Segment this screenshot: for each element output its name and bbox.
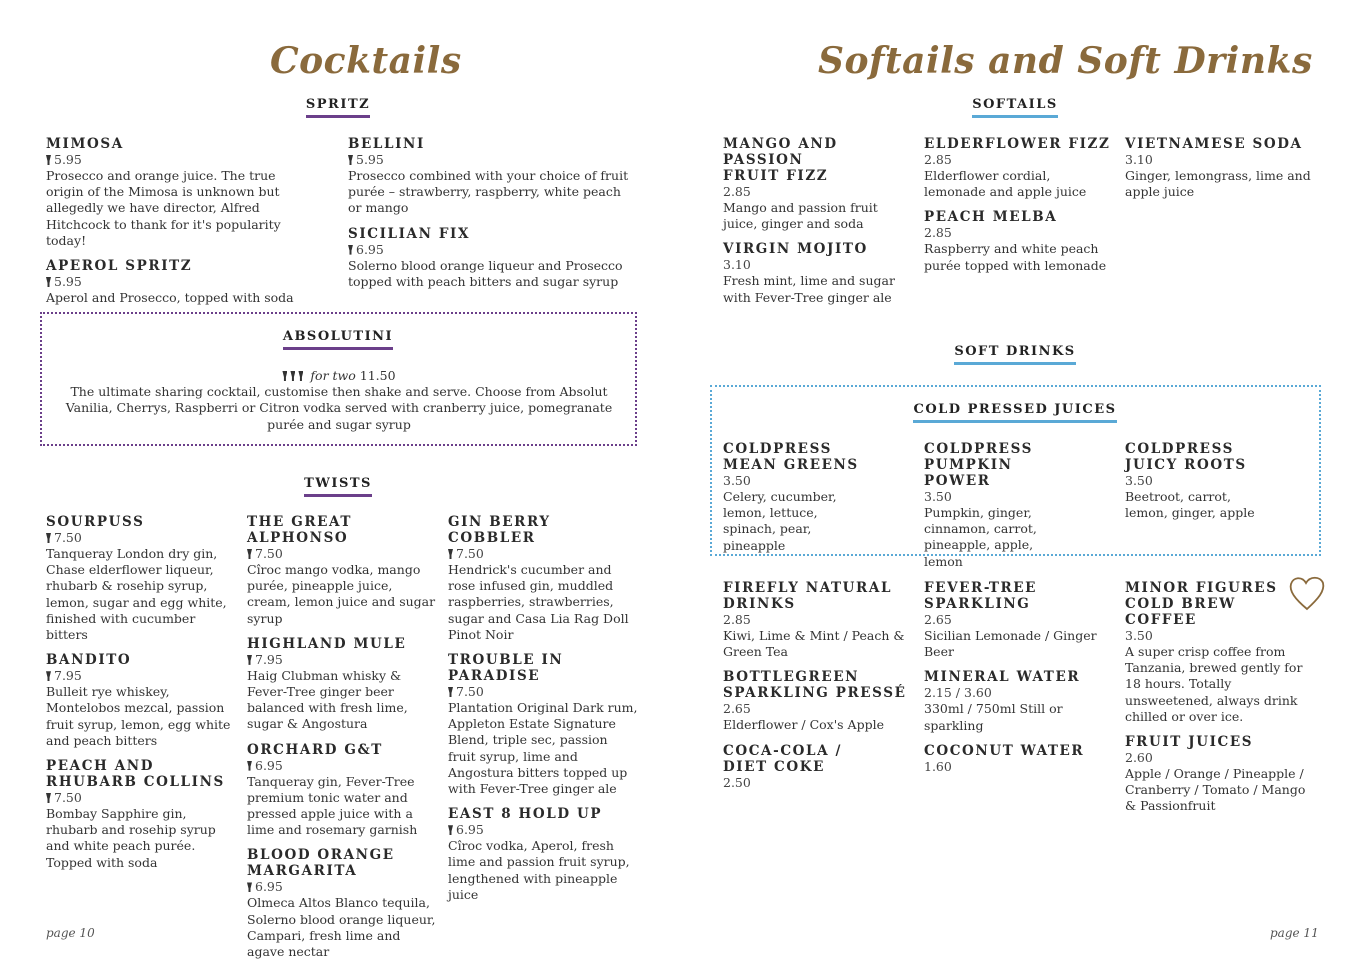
soft-drinks-col-2 <box>924 580 1114 784</box>
menu-item-name: FRUIT JUICES <box>1125 734 1254 751</box>
menu-item <box>247 514 437 627</box>
menu-item-price: 7.95 <box>255 651 283 667</box>
menu-item <box>723 441 873 554</box>
menu-item-description: Bulleit rye whiskey, Montelobos mezcal, passion fruit syrup, lemon, egg white and peach bitters <box>46 684 231 748</box>
menu-item-name: BANDITO <box>46 652 132 669</box>
menu-item-price-line <box>46 668 236 684</box>
menu-item-name: PEACH MELBA <box>924 209 1058 226</box>
glass-icon <box>247 882 252 892</box>
menu-item-description: Aperol and Prosecco, topped with soda <box>46 290 294 306</box>
menu-item-description: Elderflower cordial, lemonade and apple juice <box>924 168 1087 200</box>
menu-item-description: Bombay Sapphire gin, rhubarb and rosehip syrup and white peach purée. Topped with soda <box>46 806 216 870</box>
menu-item-price: 5.95 <box>54 274 82 290</box>
menu-item-description: Pumpkin, ginger, cinnamon, carrot, pineapple, apple, lemon <box>924 505 1037 569</box>
menu-item-price: 2.60 <box>1125 750 1153 766</box>
menu-item-name: VIRGIN MOJITO <box>723 241 868 258</box>
soft-drinks-col-1 <box>723 580 913 800</box>
menu-item-price: 1.60 <box>924 758 952 774</box>
glass-icon <box>46 793 51 803</box>
heart-icon <box>1287 573 1327 613</box>
menu-item-description: Fresh mint, lime and sugar with Fever-Tree ginger ale <box>723 273 895 305</box>
menu-item-price: 7.50 <box>54 530 82 545</box>
menu-item <box>46 136 316 249</box>
menu-item-price: 2.15 / 3.60 <box>924 685 992 701</box>
menu-item-price: 7.50 <box>456 546 484 561</box>
menu-item-price-line <box>448 546 638 562</box>
glass-icon <box>46 533 51 543</box>
cold-pressed-col-2 <box>924 441 1074 579</box>
menu-item-name: COLDPRESS JUICY ROOTS <box>1125 441 1247 473</box>
menu-item-price-line <box>247 652 437 668</box>
menu-item-description: Ginger, lemongrass, lime and apple juice <box>1125 168 1311 200</box>
menu-item-description: Beetroot, carrot, lemon, ginger, apple <box>1125 489 1255 521</box>
menu-item-name: SICILIAN FIX <box>348 225 471 242</box>
menu-item-price-line <box>46 530 236 546</box>
menu-item-price: 2.85 <box>924 225 952 241</box>
menu-item-description: Sicilian Lemonade / Ginger Beer <box>924 628 1097 660</box>
softails-col-2 <box>924 136 1114 283</box>
glass-icon <box>247 549 252 559</box>
menu-item <box>723 136 913 232</box>
cold-pressed-col-3 <box>1125 441 1275 530</box>
menu-item-price-line <box>723 612 913 628</box>
menu-item-name: ORCHARD G&T <box>247 741 383 758</box>
spritz-col-2 <box>348 136 638 299</box>
glass-icon <box>448 687 453 697</box>
softails-col-1 <box>723 136 913 315</box>
glass-icon <box>247 655 252 665</box>
menu-item-name: COLDPRESS MEAN GREENS <box>723 441 859 473</box>
twists-heading: TWISTS <box>278 476 398 497</box>
soft-drinks-col-3 <box>1125 580 1310 824</box>
menu-item-name: MINERAL WATER <box>924 669 1081 686</box>
glass-icon <box>46 277 51 287</box>
menu-item-description: Elderflower / Cox's Apple <box>723 717 884 733</box>
menu-item-description: Olmeca Altos Blanco tequila, Solerno blood orange liqueur, Campari, fresh lime and agave nectar <box>247 895 436 960</box>
menu-item-price-line <box>924 759 1114 775</box>
menu-item-price-line <box>924 225 1114 241</box>
menu-item-name: ELDERFLOWER FIZZ <box>924 136 1111 152</box>
menu-item-price: 6.95 <box>255 757 283 773</box>
menu-item-name: BOTTLEGREEN SPARKLING PRESSÉ <box>723 669 907 702</box>
menu-item-price-line <box>46 790 236 806</box>
menu-item <box>723 241 913 305</box>
menu-item-price: 3.50 <box>723 473 751 488</box>
menu-item-price-line <box>1125 628 1310 644</box>
menu-item-name: COCA-COLA / DIET COKE <box>723 742 843 775</box>
menu-item <box>448 652 638 797</box>
menu-item-description: A super crisp coffee from Tanzania, brewed gently for 18 hours. Totally unsweetened, always drink chilled or over ice. <box>1125 644 1303 724</box>
menu-item-price-line <box>348 152 638 168</box>
menu-item-description: Haig Clubman whisky & Fever-Tree ginger beer balanced with fresh lime, sugar & Angostura <box>247 667 408 732</box>
menu-item-price-line <box>247 758 437 774</box>
menu-item-description: Kiwi, Lime & Mint / Peach & Green Tea <box>723 628 905 660</box>
menu-item-description: Prosecco combined with your choice of fruit purée – strawberry, raspberry, white peach or mango <box>348 168 629 216</box>
menu-item-description: Hendrick's cucumber and rose infused gin, muddled raspberries, strawberries, sugar and Casa Lia Rag Doll Pinot Noir <box>448 562 629 642</box>
menu-item-name: THE GREAT ALPHONSO <box>247 514 353 546</box>
menu-item-description: Prosecco and orange juice. The true origin of the Mimosa is unknown but allegedly we have director, Alfred Hitchcock to thank for it's popularity today! <box>46 168 281 248</box>
cold-pressed-col-1 <box>723 441 873 563</box>
menu-item-name: COCONUT WATER <box>924 742 1085 759</box>
menu-item <box>348 136 638 217</box>
menu-item-price: 7.50 <box>54 790 82 806</box>
menu-item-price-line <box>723 775 913 791</box>
spritz-col-1 <box>46 136 316 315</box>
menu-item <box>723 669 913 733</box>
menu-item <box>1125 136 1315 200</box>
menu-item-price: 5.95 <box>356 152 384 167</box>
glass-icon <box>448 825 453 835</box>
menu-item-price-line <box>723 257 913 273</box>
menu-item-price: 2.85 <box>723 612 751 627</box>
menu-item-name: APEROL SPRITZ <box>46 258 193 275</box>
absolutini-price-line: for two 11.50 <box>60 368 618 384</box>
menu-item-price: 3.50 <box>924 489 952 504</box>
menu-item <box>723 743 913 791</box>
twists-col-1 <box>46 514 236 880</box>
menu-item-description: Cîroc vodka, Aperol, fresh lime and passion fruit syrup, lengthened with pineapple juice <box>448 838 630 902</box>
menu-item-price: 3.10 <box>723 257 751 273</box>
menu-item-name: GIN BERRY COBBLER <box>448 514 551 546</box>
menu-item <box>1125 580 1310 725</box>
menu-item-description: Celery, cucumber, lemon, lettuce, spinach, pear, pineapple <box>723 489 837 553</box>
menu-item-name: FIREFLY NATURAL DRINKS <box>723 580 893 612</box>
menu-item-description: Plantation Original Dark rum, Appleton Estate Signature Blend, triple sec, passion fruit syrup, lime and Angostura bitters topped up with Fever-Tree ginger ale <box>448 700 638 797</box>
menu-item-price-line <box>46 274 316 290</box>
menu-item <box>247 847 437 960</box>
menu-item <box>247 636 437 733</box>
menu-item <box>924 669 1114 733</box>
menu-item-name: TROUBLE IN PARADISE <box>448 652 564 685</box>
menu-item-description: Tanqueray gin, Fever-Tree premium tonic water and pressed apple juice with a lime and rosemary garnish <box>247 773 418 838</box>
menu-item-name: MINOR FIGURES COLD BREW COFFEE <box>1125 580 1278 628</box>
menu-item-price: 7.50 <box>255 546 283 561</box>
menu-item <box>924 209 1114 273</box>
menu-item-price-line <box>924 612 1114 628</box>
menu-item <box>924 136 1114 200</box>
menu-item-price: 6.95 <box>356 241 384 257</box>
glass-icon <box>46 671 51 681</box>
menu-item-price: 6.95 <box>255 879 283 895</box>
menu-item <box>46 652 236 749</box>
menu-item-price-line <box>448 684 638 700</box>
menu-item <box>46 758 236 871</box>
menu-item-price-line <box>46 152 316 168</box>
menu-item <box>247 742 437 839</box>
menu-item <box>46 258 316 306</box>
menu-item-name: MANGO AND PASSION FRUIT FIZZ <box>723 136 838 184</box>
menu-item-price: 2.65 <box>924 612 952 627</box>
menu-item-price: 6.95 <box>456 822 484 838</box>
softails-col-3 <box>1125 136 1315 209</box>
menu-item-description: 330ml / 750ml Still or sparkling <box>924 701 1063 733</box>
menu-item <box>924 441 1074 570</box>
menu-item-price-line <box>247 879 437 895</box>
menu-item <box>924 580 1114 660</box>
menu-item-price-line <box>1125 152 1315 168</box>
menu-item-description: Apple / Orange / Pineapple / Cranberry / Tomato / Mango & Passionfruit <box>1125 766 1306 814</box>
menu-item-price: 3.50 <box>1125 628 1153 643</box>
bottle-icon <box>282 371 287 381</box>
absolutini-description: for two 11.50 The ultimate sharing cocktail, customise then shake and serve. Choose from Absolut Vanilia, Cherrys, Raspberri or Citron vodka served with cranberry juice, pomegranate purée and sugar syrup <box>60 368 618 433</box>
menu-item-description: Tanqueray London dry gin, Chase elderflower liqueur, rhubarb & rosehip syrup, lemon, sugar and egg white, finished with cucumber bitters <box>46 546 227 643</box>
glass-icon <box>348 155 353 165</box>
menu-item-name: SOURPUSS <box>46 514 145 530</box>
menu-item-price: 2.50 <box>723 774 751 790</box>
menu-item <box>924 743 1114 775</box>
menu-item-price-line <box>348 242 638 258</box>
menu-item-price: 7.50 <box>456 684 484 700</box>
menu-item-price: 3.50 <box>1125 473 1153 488</box>
menu-item-price-line <box>924 685 1114 701</box>
spritz-heading: SPRITZ <box>278 97 398 118</box>
menu-item-name: VIETNAMESE SODA <box>1125 136 1303 152</box>
menu-item-description: Solerno blood orange liqueur and Prosecco topped with peach bitters and sugar syrup <box>348 257 623 289</box>
menu-item-price: 2.85 <box>924 152 952 167</box>
absolutini-heading: ABSOLUTINI <box>268 329 408 350</box>
menu-item-price: 7.95 <box>54 668 82 684</box>
menu-item <box>348 226 638 290</box>
glass-icon <box>290 371 295 381</box>
menu-item-price-line <box>723 184 913 200</box>
menu-item-name: BLOOD ORANGE MARGARITA <box>247 847 395 880</box>
menu-item-name: COLDPRESS PUMPKIN POWER <box>924 441 1033 489</box>
menu-item <box>46 514 236 643</box>
menu-item-name: BELLINI <box>348 136 425 152</box>
twists-col-2 <box>247 514 437 960</box>
menu-item-price-line <box>247 546 437 562</box>
page-number-right: page 11 <box>1270 926 1319 940</box>
cold-pressed-heading: COLD PRESSED JUICES <box>905 402 1125 423</box>
menu-item-price-line <box>1125 750 1310 766</box>
cocktails-title: Cocktails <box>270 40 462 82</box>
glass-icon <box>348 245 353 255</box>
page-number-left: page 10 <box>46 926 95 940</box>
menu-item-name: MIMOSA <box>46 136 124 152</box>
menu-item-price: 5.95 <box>54 152 82 167</box>
menu-item-name: PEACH AND RHUBARB COLLINS <box>46 758 225 791</box>
menu-item-name: HIGHLAND MULE <box>247 635 407 652</box>
glass-icon <box>448 549 453 559</box>
menu-item-price-line <box>448 822 638 838</box>
glass-icon <box>46 155 51 165</box>
softails-title: Softails and Soft Drinks <box>818 40 1313 82</box>
menu-item <box>448 514 638 643</box>
menu-item-price: 2.85 <box>723 184 751 199</box>
menu-item-name: FEVER-TREE SPARKLING <box>924 580 1038 612</box>
menu-item-price: 3.10 <box>1125 152 1153 167</box>
glass-icon <box>298 371 303 381</box>
soft-drinks-heading: SOFT DRINKS <box>940 344 1090 365</box>
twists-col-3 <box>448 514 638 912</box>
menu-item-price-line <box>924 152 1114 168</box>
menu-item <box>448 806 638 903</box>
menu-item-price: 2.65 <box>723 701 751 717</box>
menu-item <box>1125 734 1310 815</box>
softails-heading: SOFTAILS <box>955 97 1075 118</box>
menu-item-description: Mango and passion fruit juice, ginger and soda <box>723 200 878 232</box>
menu-item <box>723 580 913 660</box>
menu-item-name: EAST 8 HOLD UP <box>448 806 603 823</box>
menu-item <box>1125 441 1275 521</box>
menu-item-description: Raspberry and white peach purée topped with lemonade <box>924 241 1107 273</box>
menu-item-price-line <box>723 701 913 717</box>
menu-item-description: Cîroc mango vodka, mango purée, pineapple juice, cream, lemon juice and sugar syrup <box>247 562 436 626</box>
glass-icon <box>247 761 252 771</box>
